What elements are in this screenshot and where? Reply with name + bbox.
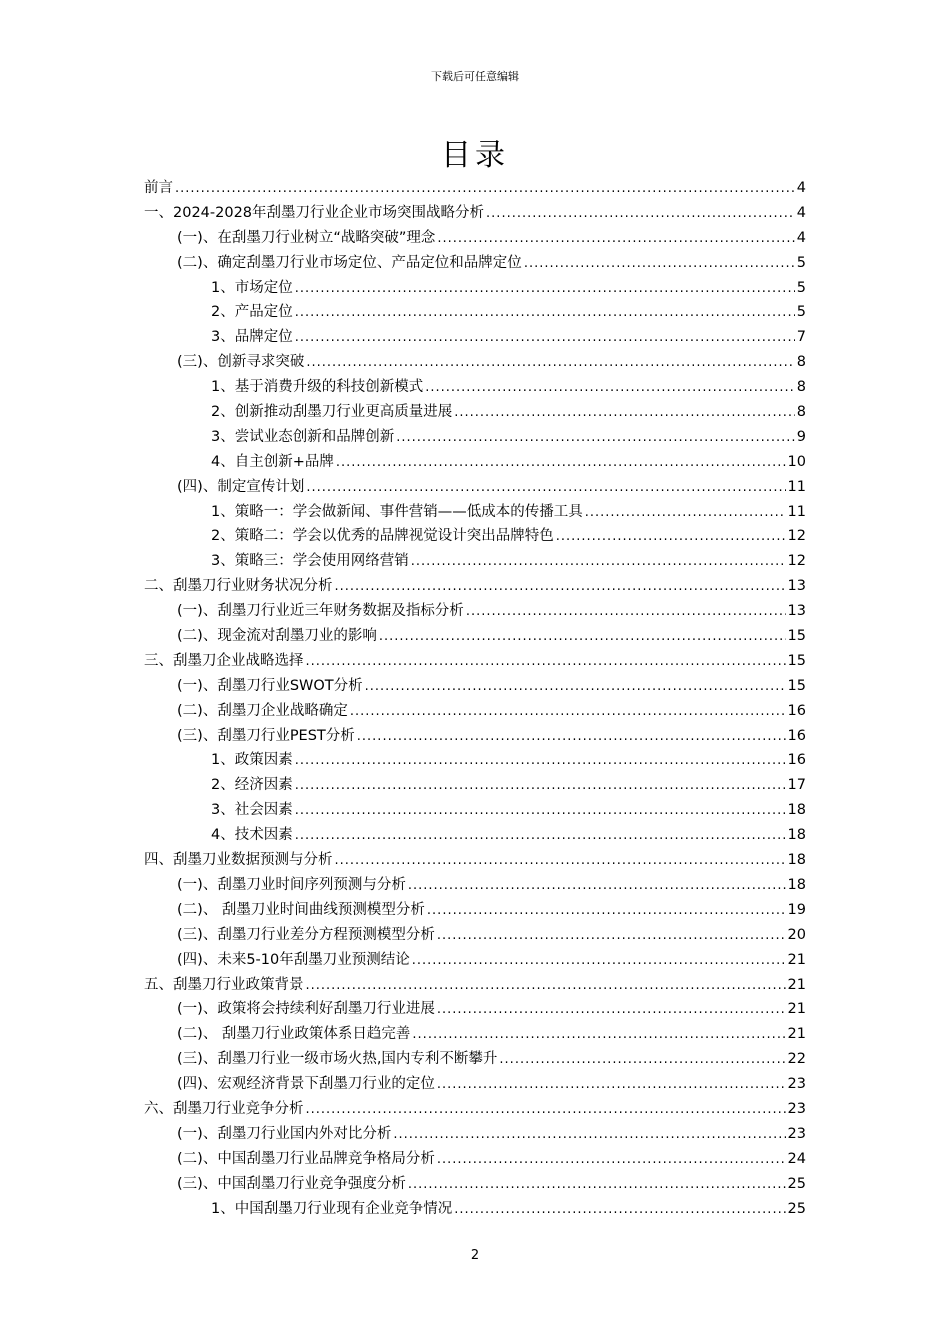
toc-leader-dots <box>306 354 794 370</box>
toc-entry-title: (四)、未来5-10年刮墨刀业预测结论 <box>177 951 410 968</box>
toc-entry-page: 12 <box>787 528 806 545</box>
toc-entry[interactable] <box>144 475 806 500</box>
toc-entry-title: (三)、刮墨刀行业PEST分析 <box>177 727 355 744</box>
toc-leader-dots <box>295 827 786 843</box>
toc-entry-page: 9 <box>796 428 806 445</box>
toc-entry-title: 4、技术因素 <box>211 827 293 844</box>
toc-entry-page: 16 <box>787 702 806 719</box>
toc-entry[interactable] <box>144 1097 806 1122</box>
toc-entry-title: (一)、在刮墨刀行业树立“战略突破”理念 <box>177 229 436 246</box>
toc-entry[interactable] <box>144 1122 806 1147</box>
toc-entry-title: (二)、现金流对刮墨刀业的影响 <box>177 628 377 645</box>
toc-entry-page: 17 <box>787 777 806 794</box>
toc-leader-dots <box>411 553 786 569</box>
toc-entry[interactable] <box>144 1047 806 1072</box>
toc-entry-title: (一)、刮墨刀行业SWOT分析 <box>177 677 363 694</box>
toc-entry-title: 3、品牌定位 <box>211 329 293 346</box>
toc-entry-page: 4 <box>796 180 806 196</box>
toc-leader-dots <box>454 1201 785 1217</box>
table-of-contents <box>144 176 806 1221</box>
toc-leader-dots <box>379 628 786 644</box>
toc-entry-title: 2、经济因素 <box>211 777 293 794</box>
toc-entry[interactable] <box>144 599 806 624</box>
toc-leader-dots <box>427 902 786 918</box>
toc-entry-title: 1、中国刮墨刀行业现有企业竞争情况 <box>211 1200 453 1217</box>
toc-entry-page: 8 <box>796 379 806 396</box>
toc-leader-dots <box>585 504 786 520</box>
toc-entry-page: 21 <box>787 951 806 968</box>
toc-entry-title: 3、策略三：学会使用网络营销 <box>211 553 409 570</box>
toc-entry-page: 10 <box>787 453 806 470</box>
toc-entry-title: 四、刮墨刀业数据预测与分析 <box>144 852 333 869</box>
toc-leader-dots <box>524 255 795 271</box>
toc-entry[interactable] <box>144 997 806 1022</box>
toc-entry-page: 21 <box>787 1001 806 1018</box>
toc-entry[interactable] <box>144 400 806 425</box>
toc-entry-title: 三、刮墨刀企业战略选择 <box>144 652 304 669</box>
toc-entry-title: 4、自主创新+品牌 <box>211 453 334 470</box>
toc-entry-page: 19 <box>787 901 806 918</box>
toc-entry[interactable] <box>144 201 806 226</box>
toc-entry-title: 3、尝试业态创新和品牌创新 <box>211 428 395 445</box>
toc-entry[interactable] <box>144 1172 806 1197</box>
toc-entry[interactable] <box>144 226 806 251</box>
toc-entry-page: 23 <box>787 1076 806 1093</box>
toc-leader-dots <box>466 603 786 619</box>
toc-entry[interactable] <box>144 748 806 773</box>
toc-leader-dots <box>357 728 786 744</box>
toc-entry-title: (二)、确定刮墨刀行业市场定位、产品定位和品牌定位 <box>177 254 522 271</box>
toc-leader-dots <box>454 404 795 420</box>
toc-leader-dots <box>335 852 786 868</box>
toc-entry[interactable] <box>144 649 806 674</box>
toc-entry-title: (二)、 刮墨刀业时间曲线预测模型分析 <box>177 901 425 918</box>
toc-entry-title: (一)、政策将会持续利好刮墨刀行业进展 <box>177 1001 435 1018</box>
toc-leader-dots <box>437 1151 786 1167</box>
toc-entry-title: 前言 <box>144 180 173 196</box>
toc-entry[interactable] <box>144 276 806 301</box>
toc-entry-title: 二、刮墨刀行业财务状况分析 <box>144 578 333 595</box>
toc-entry[interactable] <box>144 823 806 848</box>
toc-entry[interactable] <box>144 350 806 375</box>
toc-entry-page: 24 <box>787 1150 806 1167</box>
toc-entry-page: 18 <box>787 876 806 893</box>
toc-leader-dots <box>295 752 786 768</box>
toc-entry-page: 25 <box>787 1175 806 1192</box>
toc-entry-page: 21 <box>787 1026 806 1043</box>
toc-entry-page: 25 <box>787 1200 806 1217</box>
toc-entry-title: 六、刮墨刀行业竞争分析 <box>144 1100 304 1117</box>
toc-entry-page: 15 <box>787 677 806 694</box>
toc-leader-dots <box>393 1126 785 1142</box>
toc-entry[interactable] <box>144 798 806 823</box>
toc-leader-dots <box>175 180 795 196</box>
toc-entry[interactable] <box>144 300 806 325</box>
toc-entry-page: 22 <box>787 1051 806 1068</box>
toc-entry-page: 5 <box>796 254 806 271</box>
toc-leader-dots <box>486 205 795 221</box>
toc-entry[interactable] <box>144 1072 806 1097</box>
toc-entry[interactable] <box>144 425 806 450</box>
toc-entry-title: (一)、刮墨刀行业国内外对比分析 <box>177 1125 392 1142</box>
toc-entry[interactable] <box>144 1147 806 1172</box>
toc-entry-page: 5 <box>796 279 806 296</box>
toc-leader-dots <box>350 703 786 719</box>
toc-entry[interactable] <box>144 1022 806 1047</box>
toc-entry[interactable] <box>144 176 806 201</box>
toc-entry-title: (一)、刮墨刀行业近三年财务数据及指标分析 <box>177 603 464 620</box>
toc-entry-page: 23 <box>787 1125 806 1142</box>
toc-entry-page: 16 <box>787 727 806 744</box>
toc-entry-page: 8 <box>796 354 806 371</box>
toc-leader-dots <box>306 1101 786 1117</box>
toc-entry-title: 3、社会因素 <box>211 802 293 819</box>
toc-leader-dots <box>295 777 786 793</box>
toc-entry[interactable] <box>144 549 806 574</box>
toc-leader-dots <box>335 578 786 594</box>
page-header: 下载后可任意编辑 <box>431 70 519 83</box>
toc-leader-dots <box>425 379 795 395</box>
toc-entry[interactable] <box>144 1197 806 1222</box>
toc-entry[interactable] <box>144 674 806 699</box>
toc-leader-dots <box>408 1176 786 1192</box>
toc-entry-page: 8 <box>796 404 806 421</box>
toc-entry[interactable] <box>144 500 806 525</box>
toc-entry[interactable] <box>144 948 806 973</box>
toc-leader-dots <box>499 1051 785 1067</box>
toc-entry-page: 13 <box>787 603 806 620</box>
toc-entry-page: 12 <box>787 553 806 570</box>
toc-entry-title: (二)、刮墨刀企业战略确定 <box>177 702 348 719</box>
toc-entry[interactable] <box>144 325 806 350</box>
toc-leader-dots <box>295 329 795 345</box>
toc-entry-title: 1、基于消费升级的科技创新模式 <box>211 379 424 396</box>
toc-entry-title: 1、策略一：学会做新闻、事件营销——低成本的传播工具 <box>211 503 583 520</box>
toc-entry-title: 1、政策因素 <box>211 752 293 769</box>
toc-entry-page: 7 <box>796 329 806 346</box>
toc-entry[interactable] <box>144 923 806 948</box>
toc-entry-page: 11 <box>787 478 806 495</box>
toc-leader-dots <box>408 877 786 893</box>
toc-entry[interactable] <box>144 699 806 724</box>
toc-entry-page: 18 <box>787 802 806 819</box>
toc-entry[interactable] <box>144 524 806 549</box>
toc-entry-title: 一、2024-2028年刮墨刀行业企业市场突围战略分析 <box>144 204 485 221</box>
toc-leader-dots <box>306 479 785 495</box>
toc-entry-title: (三)、创新寻求突破 <box>177 354 305 371</box>
toc-leader-dots <box>295 802 786 818</box>
toc-entry-title: (二)、 刮墨刀行业政策体系日趋完善 <box>177 1026 411 1043</box>
page-title: 目录 <box>441 138 509 173</box>
toc-leader-dots <box>556 528 786 544</box>
toc-leader-dots <box>412 952 786 968</box>
toc-entry[interactable] <box>144 724 806 749</box>
toc-entry-title: (三)、中国刮墨刀行业竞争强度分析 <box>177 1175 406 1192</box>
toc-leader-dots <box>295 280 795 296</box>
toc-leader-dots <box>437 230 794 246</box>
toc-entry[interactable] <box>144 574 806 599</box>
toc-entry-page: 18 <box>787 852 806 869</box>
toc-leader-dots <box>437 1001 786 1017</box>
toc-entry-page: 5 <box>796 304 806 321</box>
toc-leader-dots <box>295 304 795 320</box>
toc-entry-title: 五、刮墨刀行业政策背景 <box>144 976 304 993</box>
toc-entry-title: 2、创新推动刮墨刀行业更高质量进展 <box>211 404 453 421</box>
toc-entry-page: 21 <box>787 976 806 993</box>
toc-entry-page: 11 <box>787 503 806 520</box>
toc-entry-title: (四)、制定宣传计划 <box>177 478 305 495</box>
toc-entry[interactable] <box>144 773 806 798</box>
toc-leader-dots <box>306 977 786 993</box>
page-number: 2 <box>470 1248 480 1263</box>
toc-entry-page: 4 <box>796 204 806 221</box>
toc-leader-dots <box>306 653 786 669</box>
toc-entry[interactable] <box>144 973 806 998</box>
toc-entry-page: 23 <box>787 1100 806 1117</box>
toc-entry-page: 13 <box>787 578 806 595</box>
toc-entry-title: (三)、刮墨刀行业一级市场火热,国内专利不断攀升 <box>177 1051 498 1068</box>
toc-entry-title: (三)、刮墨刀行业差分方程预测模型分析 <box>177 926 435 943</box>
toc-entry[interactable] <box>144 873 806 898</box>
toc-entry[interactable] <box>144 450 806 475</box>
toc-leader-dots <box>365 678 786 694</box>
toc-entry[interactable] <box>144 375 806 400</box>
toc-entry[interactable] <box>144 251 806 276</box>
toc-entry-page: 18 <box>787 827 806 844</box>
toc-entry-title: (二)、中国刮墨刀行业品牌竞争格局分析 <box>177 1150 435 1167</box>
toc-leader-dots <box>396 429 795 445</box>
toc-leader-dots <box>412 1026 785 1042</box>
toc-entry-title: 2、产品定位 <box>211 304 293 321</box>
toc-entry-page: 16 <box>787 752 806 769</box>
toc-entry-title: 2、策略二：学会以优秀的品牌视觉设计突出品牌特色 <box>211 528 554 545</box>
toc-entry-page: 20 <box>787 926 806 943</box>
toc-entry[interactable] <box>144 898 806 923</box>
toc-entry[interactable] <box>144 848 806 873</box>
toc-leader-dots <box>437 927 786 943</box>
toc-entry-page: 4 <box>796 229 806 246</box>
toc-entry-title: (四)、宏观经济背景下刮墨刀行业的定位 <box>177 1076 435 1093</box>
toc-entry-page: 15 <box>787 628 806 645</box>
toc-leader-dots <box>437 1076 786 1092</box>
toc-entry[interactable] <box>144 624 806 649</box>
toc-entry-title: 1、市场定位 <box>211 279 293 296</box>
toc-leader-dots <box>336 454 786 470</box>
toc-entry-page: 15 <box>787 652 806 669</box>
toc-entry-title: (一)、刮墨刀业时间序列预测与分析 <box>177 876 406 893</box>
